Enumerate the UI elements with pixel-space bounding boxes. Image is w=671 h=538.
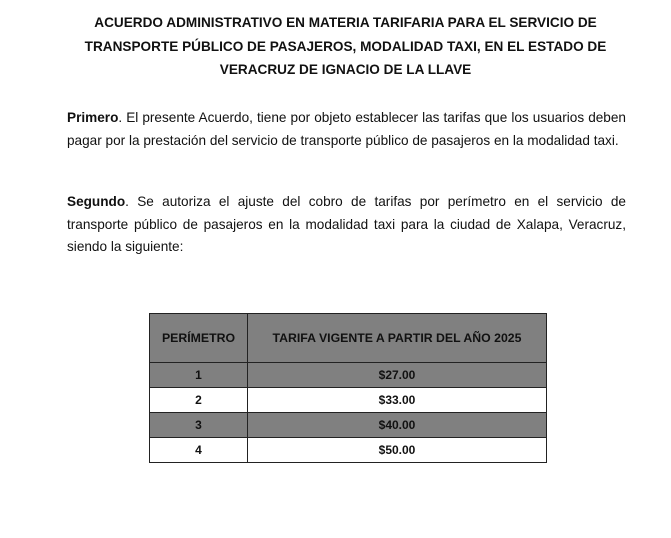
header-perimetro: PERÍMETRO bbox=[150, 314, 248, 363]
table-row bbox=[150, 388, 547, 413]
article-primero-text: . El presente Acuerdo, tiene por objeto establecer las tarifas que los usuarios deben pagar por la prestación del servicio de transporte público de pasajeros en la modalidad taxi. bbox=[67, 110, 626, 148]
article-primero bbox=[67, 107, 626, 152]
title-line-2: TRANSPORTE PÚBLICO DE PASAJEROS, MODALIDAD TAXI, EN EL ESTADO DE bbox=[84, 38, 607, 54]
tariff-table-head bbox=[150, 314, 547, 363]
article-primero-lead: Primero bbox=[67, 110, 119, 125]
title-line-3: VERACRUZ DE IGNACIO DE LA LLAVE bbox=[219, 62, 472, 77]
tariff-table-header-row bbox=[150, 314, 547, 363]
cell-perimetro: 4 bbox=[150, 438, 248, 463]
article-segundo-lead: Segundo bbox=[67, 194, 126, 209]
article-segundo bbox=[67, 191, 626, 259]
article-segundo-text: . Se autoriza el ajuste del cobro de tarifas por perímetro en el servicio de transporte público de pasajeros en la modalidad taxi para la ciudad de Xalapa, Veracruz, siendo la siguiente: bbox=[67, 194, 626, 254]
table-row bbox=[150, 438, 547, 463]
cell-perimetro: 1 bbox=[150, 363, 248, 388]
cell-tarifa: $33.00 bbox=[248, 388, 547, 413]
tariff-table bbox=[149, 313, 547, 463]
cell-tarifa: $50.00 bbox=[248, 438, 547, 463]
title-line-1: ACUERDO ADMINISTRATIVO EN MATERIA TARIFARIA PARA EL SERVICIO DE bbox=[94, 15, 597, 30]
document-title bbox=[40, 11, 651, 82]
table-row bbox=[150, 363, 547, 388]
cell-tarifa: $40.00 bbox=[248, 413, 547, 438]
tariff-table-body bbox=[150, 363, 547, 463]
cell-perimetro: 3 bbox=[150, 413, 248, 438]
cell-perimetro: 2 bbox=[150, 388, 248, 413]
cell-tarifa: $27.00 bbox=[248, 363, 547, 388]
table-row bbox=[150, 413, 547, 438]
header-tarifa: TARIFA VIGENTE A PARTIR DEL AÑO 2025 bbox=[248, 314, 547, 363]
